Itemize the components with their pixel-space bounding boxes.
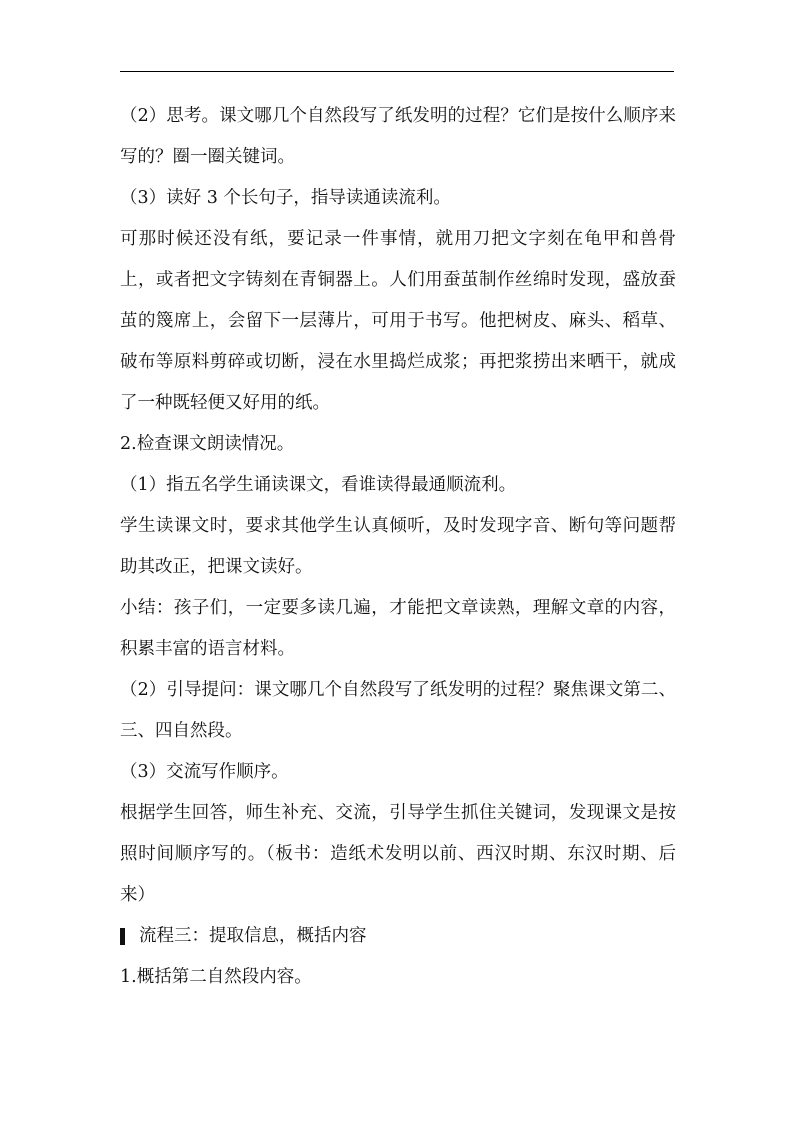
paragraph-check-reading: 2.检查课文朗读情况。 xyxy=(120,434,295,454)
paragraph-read-sentences: （3）读好 3 个长句子，指导读通读流利。 xyxy=(120,188,451,208)
paragraph-five-students: （1）指五名学生诵读课文，看谁读得最通顺流利。 xyxy=(120,475,517,495)
paragraph-long-sentences: 可那时候还没有纸，要记录一件事情，就用刀把文字刻在龟甲和兽骨上，或者把文字铸刻在青铜器上。人们用蚕茧制作丝绵时发现，盛放蚕茧的篾席上，会留下一层薄片，可用于书写。他把树皮、麻头、稻草、破布等原料剪碎或切断，浸在水里捣烂成浆；再把浆捞出来晒干，就成了一种既轻便又好用的纸。 xyxy=(120,229,676,413)
paragraph-writing-order: （3）交流写作顺序。 xyxy=(120,762,289,782)
heading-bar-icon xyxy=(120,928,125,945)
paragraph-think: （2）思考。课文哪几个自然段写了纸发明的过程？它们是按什么顺序来写的？圈一圈关键词。 xyxy=(120,106,676,167)
section-heading-text: 流程三：提取信息，概括内容 xyxy=(139,926,367,946)
paragraph-time-order: 根据学生回答，师生补充、交流，引导学生抓住关键词，发现课文是按照时间顺序写的。（板书：造纸术发明以前、西汉时期、东汉时期、后来） xyxy=(120,803,676,905)
paragraph-summary: 小结：孩子们，一定要多读几遍，才能把文章读熟，理解文章的内容，积累丰富的语言材料。 xyxy=(120,598,676,659)
section-heading xyxy=(120,916,676,957)
paragraph-guide-question: （2）引导提问：课文哪几个自然段写了纸发明的过程？聚焦课文第二、三、四自然段。 xyxy=(120,680,676,741)
document-body xyxy=(120,96,676,998)
paragraph-students-listen: 学生读课文时，要求其他学生认真倾听，及时发现字音、断句等问题帮助其改正，把课文读好。 xyxy=(120,516,676,577)
header-rule xyxy=(120,71,674,72)
paragraph-summarize: 1.概括第二自然段内容。 xyxy=(120,967,312,987)
